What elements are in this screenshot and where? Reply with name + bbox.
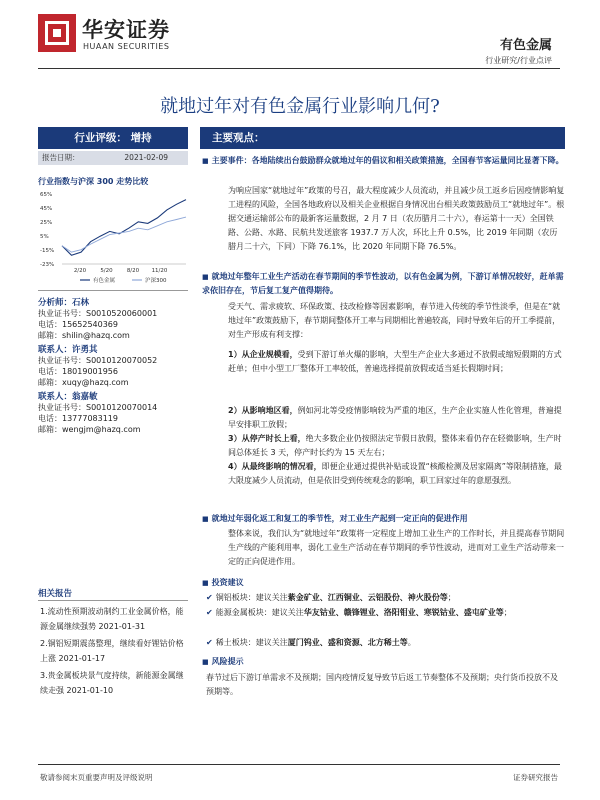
legend-label: 沪深300 [145,278,167,284]
x-tick-label: 2/20 [73,268,87,274]
report-date-value: 2021-02-09 [124,153,168,162]
y-tick-label: 65% [40,192,53,198]
brand-name-en: HUAAN SECURITIES [83,42,170,51]
investment-heading: ■ 投资建议 [202,576,565,590]
seasonality-heading: ■ 就地过年整年工业生产活动在春节期间的季节性波动，以有色金属为例，下游订单情况较好，赶单需求依旧存在，节后复工复产值得期待。 [202,270,565,298]
analyst-1-email[interactable]: 邮箱：shilin@hazq.com [38,331,130,340]
analyst-3-phone: 电话：13777083119 [38,414,118,423]
series-line-2 [62,217,186,252]
related-report-1[interactable]: 1.流动性预期波动制约工业金属价格，能源金属继续强势 2021-01-31 [40,607,184,631]
divider [38,290,188,291]
x-tick-label: 5/20 [100,268,113,274]
analyst-1-role: 分析师：石林 [38,298,90,308]
analyst-2-phone: 电话：18019001956 [38,367,118,376]
report-date-label: 报告日期： [42,153,80,162]
logo-icon [38,14,76,52]
industry-rating: 行业评级： 增持 [38,127,188,149]
x-tick-label: 11/20 [151,268,168,274]
related-report-3[interactable]: 3.贵金属板块景气度持续，新能源金属继续走强 2021-01-10 [40,671,184,695]
analyst-2-role: 联系人：许勇其 [38,345,98,355]
risk-paragraph: 春节过后下游订单需求不及预期；国内疫情反复导致节后返工节奏整体不及预期；央行货币投放不及预期等。 [206,673,558,696]
event-heading: ■ 主要事件：各地陆续出台鼓励群众就地过年的倡议和相关政策措施，全国春节客运量同比显著下降。 [202,154,565,168]
index-chart [40,190,188,286]
event-paragraph: 为响应国家“就地过年”政策的号召，最大程度减少人员流动，并且减少员工返乡后因疫情影响复工进程的风险，全国各地政府以及相关企业根据自身情况出台相关政策鼓励员工“就地过年”。根据交通运输部公布的最新客运量数据，2 月 7 日（农历腊月二十六），春运第十一天）全国铁路、公路、水路、民航共发送旅客 1937.7 万人次，环比上升 0.5%，比 2019 年同期（农历腊月二十六，下同）下降 76.1%，比 2020 年同期下降 76.5%。 [228,186,565,251]
check-icon: ✔ [206,593,213,602]
footer-label: 证券研究报告 [513,773,558,782]
y-tick-label: -15% [40,248,55,254]
analyst-1-cert: 执业证书号：S0010520060001 [38,309,158,318]
analyst-3-cert: 执业证书号：S0010120070014 [38,403,158,412]
analyst-3-role: 联系人：翁嘉敏 [38,392,98,402]
sector-label: 有色金属 [499,38,552,53]
footer-divider [38,764,560,765]
risk-heading: ■ 风险提示 [202,655,565,669]
related-reports-title: 相关报告 [38,589,73,599]
index-chart-title: 行业指数与沪深 300 走势比较 [38,177,149,186]
seasonality-paragraph: 受天气、需求疲软、环保政策、技改检修等因素影响，春节进入传统的季节性淡季，但是在“就地过年”政策鼓励下，春节期间整体开工率与同期相比普遍较高，同时导致年后的开工季提前，对生产形成有利支撑： [228,302,561,339]
invest-rare-earth: ✔ 稀土板块：建议关注厦门钨业、盛和资源、北方稀土等。 [206,638,416,647]
y-tick-label: 5% [40,234,49,240]
invest-copper-aluminum: ✔ 铜铝板块：建议关注紫金矿业、江西铜业、云铝股份、神火股份等； [206,593,456,602]
related-report-2[interactable]: 2.铜铝短期震荡整理，继续看好锂钴价格上涨 2021-01-17 [40,639,184,663]
x-tick-label: 8/20 [126,268,140,274]
header-divider [38,68,560,69]
y-tick-label: 45% [40,206,53,212]
page-title: 就地过年对有色金属行业影响几何? [160,96,440,117]
analyst-1-phone: 电话：15652540369 [38,320,118,329]
point-3: 3）从停产时长上看，绝大多数企业仍按照法定节假日放假，整体来看仍存在轻微影响，生产时间总体延长 3 天，停产时长约为 15 天左右； [228,434,562,457]
legend-label: 有色金属 [93,278,116,284]
report-date [38,151,188,165]
y-tick-label: -23% [40,262,55,268]
conclusion-paragraph: 整体来说，我们认为“就地过年”政策将一定程度上增加工业生产的工作时长，并且提高春节期间生产线的产能利用率，弱化工业生产活动在春节期间的季节性波动，进而对工业生产活动带来一定的正向促进作用。 [228,529,565,566]
conclusion-heading: ■ 就地过年弱化返工和复工的季节性，对工业生产起到一定正向的促进作用 [202,512,565,526]
key-views-header: 主要观点： [200,127,565,149]
analyst-block [38,296,193,435]
analyst-3-email[interactable]: 邮箱：wengjm@hazq.com [38,425,141,434]
check-icon: ✔ [206,608,213,617]
sector-sub-label: 行业研究/行业点评 [485,56,552,65]
analyst-2-email[interactable]: 邮箱：xuqy@hazq.com [38,378,129,387]
point-2: 2）从影响地区看，例如河北等受疫情影响较为严重的地区，生产企业实施人性化管理，普遍提早安排职工放假； [228,406,562,429]
invest-energy-metals: ✔ 能源金属板块：建议关注华友钴业、赣锋锂业、洛阳钼业、寒锐钴业、盛屯矿业等； [206,608,512,617]
divider [38,600,188,601]
point-4: 4）从最终影响的情况看，即便企业通过提供补贴或设置“核酸检测及居家隔离”等限制措施，最大限度减少人员流动，但是依旧受到传统观念的影响，职工回家过年的意愿强烈。 [228,462,562,485]
series-line-1 [62,200,186,256]
footer-disclaimer[interactable]: 敬请参阅末页重要声明及评级说明 [40,773,153,782]
y-tick-label: 25% [40,220,53,226]
point-1: 1）从企业规模看，受到下游订单火爆的影响，大型生产企业大多通过不放假或缩短假期的方式赶单；但中小型工厂整体开工率较低，普遍选择提前放假或适当延长假期时间； [228,350,562,373]
analyst-2-cert: 执业证书号：S0010120070052 [38,356,158,365]
check-icon: ✔ [206,638,213,647]
brand-name: 华安证券 [82,17,170,42]
